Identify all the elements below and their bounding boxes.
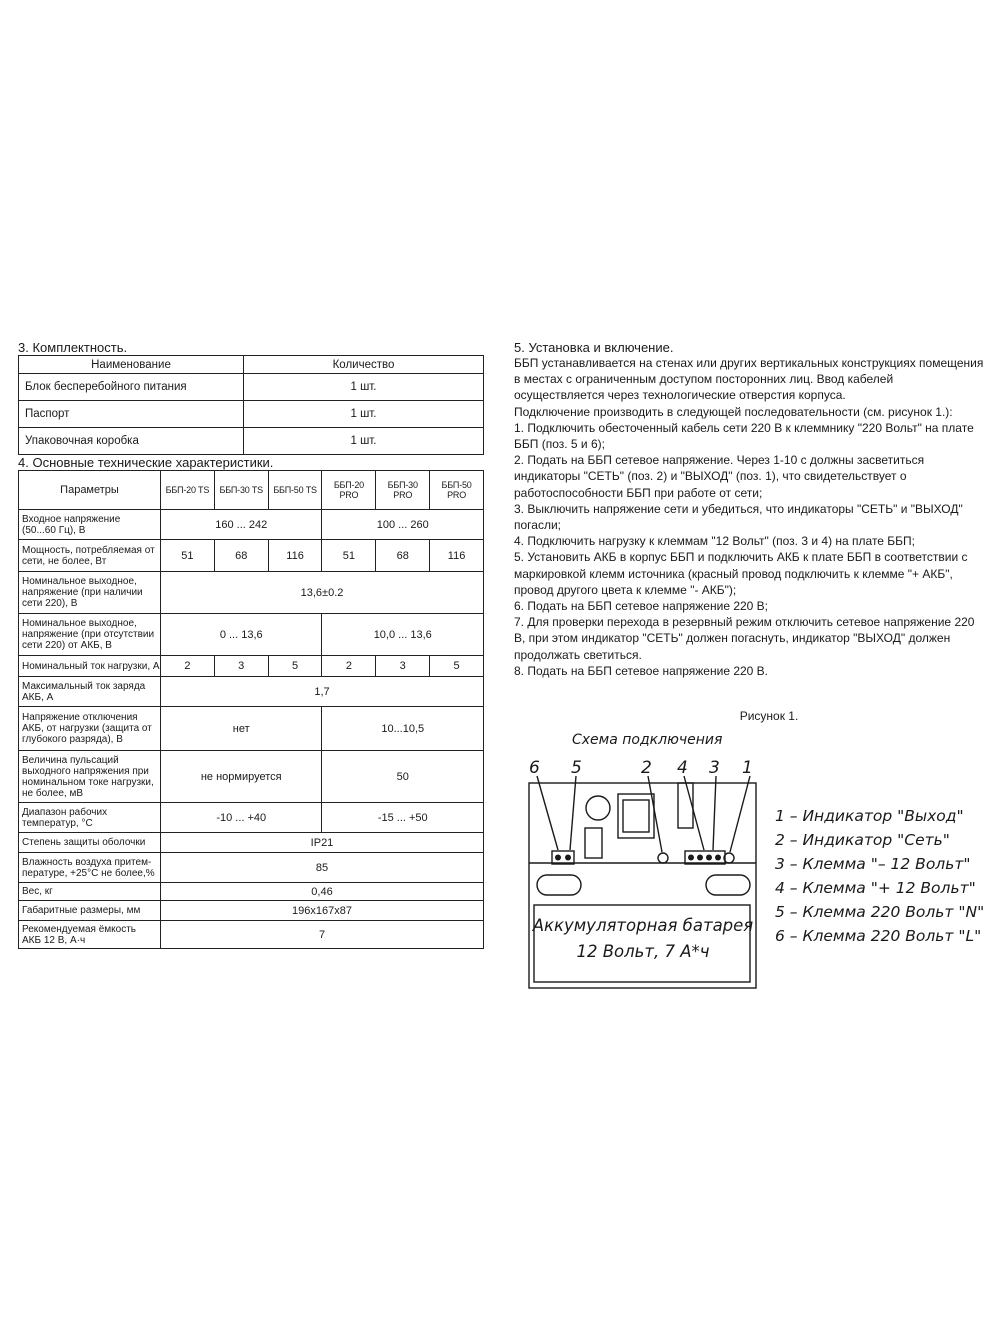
- kit-item-qty: 1 шт.: [244, 374, 484, 401]
- terminal-screw: [697, 855, 703, 861]
- spec-param-label: Входное напряжение (50...60 Гц), В: [19, 510, 161, 540]
- spec-value: нет: [161, 707, 322, 751]
- spec-value: -15 ... +50: [322, 803, 484, 833]
- spec-section-title: 4. Основные технические характеристики.: [18, 455, 274, 470]
- spec-value: 85: [161, 853, 484, 883]
- connection-diagram: [520, 730, 990, 992]
- table-row: [19, 677, 484, 707]
- install-step: 1. Подключить обесточенный кабель сети 220 В к клеммнику "220 Вольт" на плате ББП (поз. 5 и 6);: [514, 420, 974, 452]
- spec-header-model: ББП-30 TS: [214, 471, 268, 510]
- spec-value: 5: [430, 656, 484, 677]
- spec-param-label: Габаритные размеры, мм: [19, 901, 161, 921]
- leader-5: [570, 776, 576, 850]
- kit-section-title: 3. Комплектность.: [18, 340, 128, 355]
- install-step: 6. Подать на ББП сетевое напряжение 220 В;: [514, 599, 769, 614]
- kit-item-qty: 1 шт.: [244, 428, 484, 455]
- spec-value: 0,46: [161, 883, 484, 901]
- table-row: [19, 853, 484, 883]
- kit-item-name: Паспорт: [19, 401, 244, 428]
- install-step: 3. Выключить напряжение сети и убедиться, что индикаторы "СЕТЬ" и "ВЫХОД" погасли;: [514, 501, 963, 533]
- spec-value: не нормируется: [161, 751, 322, 803]
- spec-value: -10 ... +40: [161, 803, 322, 833]
- spec-header-model: ББП-20 TS: [161, 471, 215, 510]
- spec-value: 68: [214, 540, 268, 572]
- spec-header-row: [19, 471, 484, 510]
- install-step: 7. Для проверки перехода в резервный режим отключить сетевое напряжение 220 В, при этом индикатор "СЕТЬ" должен погаснуть, индикатор "ВЫХОД" должен продолжать светиться.: [514, 615, 975, 662]
- spec-table: [18, 470, 484, 949]
- right-column: [514, 340, 984, 723]
- spec-header-model: ББП-50 TS: [268, 471, 322, 510]
- spec-param-label: Максимальный ток заряда АКБ, А: [19, 677, 161, 707]
- spec-value: 3: [376, 656, 430, 677]
- spec-param-label: Величина пульсаций выходного напряжения при номинальном токе нагрузки, не более, мВ: [19, 751, 161, 803]
- table-row: [19, 540, 484, 572]
- table-row: [19, 833, 484, 853]
- spec-value: 68: [376, 540, 430, 572]
- install-section-title: 5. Установка и включение.: [514, 340, 674, 355]
- table-row: [19, 751, 484, 803]
- spec-value: 160 ... 242: [161, 510, 322, 540]
- table-row: [19, 803, 484, 833]
- install-paragraph: Подключение производить в следующей последовательности (см. рисунок 1.):: [514, 404, 953, 419]
- kit-header-row: [19, 356, 484, 374]
- table-row: [19, 656, 484, 677]
- table-row: [19, 572, 484, 614]
- spec-value: 116: [430, 540, 484, 572]
- table-row: [19, 614, 484, 656]
- spec-param-label: Рекомендуемая ёмкость АКБ 12 В, А·ч: [19, 921, 161, 949]
- terminal-screw: [706, 855, 712, 861]
- relay-shape: [678, 783, 693, 828]
- vent-slot-right: [706, 875, 750, 895]
- terminal-screw: [715, 855, 721, 861]
- spec-param-label: Номинальный ток нагрузки, А: [19, 656, 161, 677]
- leader-4: [684, 776, 704, 850]
- install-step: 8. Подать на ББП сетевое напряжение 220 В.: [514, 663, 769, 678]
- table-row: [19, 707, 484, 751]
- kit-item-name: Упаковочная коробка: [19, 428, 244, 455]
- capacitor-shape: [586, 796, 610, 820]
- install-step: 5. Установить АКБ в корпус ББП и подключить АКБ к плате ББП в соответствии с маркировкой клемм источника (красный провод подключить к клемме "+ АКБ", провод другого цвета к клемме "- АКБ");: [514, 550, 968, 597]
- spec-value: 10...10,5: [322, 707, 484, 751]
- legend-item: 4 – Клемма "+ 12 Вольт": [775, 879, 976, 897]
- spec-value: 2: [161, 656, 215, 677]
- position-number: 5: [571, 758, 582, 778]
- spec-value: 7: [161, 921, 484, 949]
- terminal-screw: [688, 855, 694, 861]
- legend: [775, 804, 984, 948]
- transformer-core: [623, 800, 649, 832]
- legend-item: 6 – Клемма 220 Вольт "L": [775, 927, 982, 945]
- spec-value: 3: [214, 656, 268, 677]
- install-step: 4. Подключить нагрузку к клеммам "12 Вольт" (поз. 3 и 4) на плате ББП;: [514, 534, 916, 549]
- spec-value: 2: [322, 656, 376, 677]
- spec-value: 1,7: [161, 677, 484, 707]
- spec-value: 196x167x87: [161, 901, 484, 921]
- leader-2: [648, 776, 662, 852]
- leader-1: [730, 776, 750, 852]
- spec-param-label: Номинальное выходное, напряжение (при отсутствии сети 220) от АКБ, В: [19, 614, 161, 656]
- legend-item: 3 – Клемма "– 12 Вольт": [775, 855, 971, 873]
- leader-3: [713, 776, 716, 850]
- table-row: [19, 901, 484, 921]
- spec-value: 100 ... 260: [322, 510, 484, 540]
- kit-item-name: Блок бесперебойного питания: [19, 374, 244, 401]
- position-number: 6: [529, 758, 540, 778]
- position-number: 2: [641, 758, 652, 778]
- table-row: [19, 374, 484, 401]
- leader-6: [537, 776, 558, 850]
- table-row: [19, 510, 484, 540]
- scheme-title: Схема подключения: [572, 732, 723, 748]
- install-instructions: [514, 355, 984, 679]
- battery-label-line1: Аккумуляторная батарея: [532, 916, 754, 935]
- terminal-screw: [555, 855, 561, 861]
- table-row: [19, 401, 484, 428]
- spec-value: 116: [268, 540, 322, 572]
- kit-table: [18, 355, 484, 455]
- install-step: 2. Подать на ББП сетевое напряжение. Через 1-10 с должны засветиться индикаторы "СЕТЬ" (поз. 2) и "ВЫХОД" (поз. 1), что свидетельствует о работоспособности ББП при работе от сети;: [514, 453, 925, 500]
- spec-header-model: ББП-50 PRO: [430, 471, 484, 510]
- legend-item: 5 – Клемма 220 Вольт "N": [775, 903, 985, 921]
- legend-item: 2 – Индикатор "Сеть": [775, 831, 950, 849]
- spec-param-label: Номинальное выходное, напряжение (при наличии сети 220), В: [19, 572, 161, 614]
- spec-header-params: Параметры: [19, 471, 161, 510]
- spec-value: 10,0 ... 13,6: [322, 614, 484, 656]
- table-row: [19, 921, 484, 949]
- table-row: [19, 428, 484, 455]
- spec-param-label: Напряжение отключения АКБ, от нагрузки (защита от глубокого разряда), В: [19, 707, 161, 751]
- spec-param-label: Вес, кг: [19, 883, 161, 901]
- spec-value: 51: [161, 540, 215, 572]
- left-column: [18, 340, 484, 949]
- position-number: 3: [709, 758, 720, 778]
- spec-value: 5: [268, 656, 322, 677]
- spec-header-model: ББП-20 PRO: [322, 471, 376, 510]
- terminal-screws: [555, 855, 721, 861]
- position-number: 1: [742, 758, 753, 778]
- component-block: [585, 828, 602, 858]
- spec-value: 0 ... 13,6: [161, 614, 322, 656]
- kit-item-qty: 1 шт.: [244, 401, 484, 428]
- install-paragraph: ББП устанавливается на стенах или других вертикальных конструкциях помещения в местах с ограниченным доступом посторонних лиц. Ввод кабелей осуществляется через технологические отверстия корпуса.: [514, 356, 984, 403]
- figure-caption: Рисунок 1.: [739, 709, 799, 724]
- spec-param-label: Диапазон рабочих температур, °С: [19, 803, 161, 833]
- spec-value: 13,6±0.2: [161, 572, 484, 614]
- spec-header-model: ББП-30 PRO: [376, 471, 430, 510]
- table-row: [19, 883, 484, 901]
- legend-item: 1 – Индикатор "Выход": [775, 807, 964, 825]
- spec-param-label: Влажность воздуха притем-пературе, +25°С не более,%: [19, 853, 161, 883]
- spec-param-label: Мощность, потребляемая от сети, не более, Вт: [19, 540, 161, 572]
- position-number: 4: [677, 758, 688, 778]
- kit-header-name: Наименование: [19, 356, 244, 374]
- led-net: [658, 853, 668, 863]
- spec-value: 51: [322, 540, 376, 572]
- spec-param-label: Степень защиты оболочки: [19, 833, 161, 853]
- battery-label-line2: 12 Вольт, 7 А*ч: [576, 942, 710, 961]
- spec-value: 50: [322, 751, 484, 803]
- kit-header-qty: Количество: [244, 356, 484, 374]
- vent-slot-left: [537, 875, 581, 895]
- spec-value: IP21: [161, 833, 484, 853]
- terminal-screw: [565, 855, 571, 861]
